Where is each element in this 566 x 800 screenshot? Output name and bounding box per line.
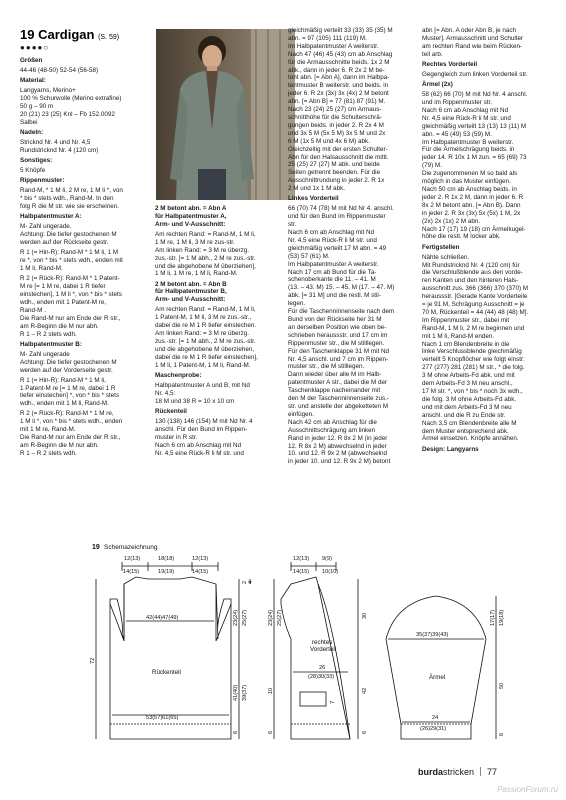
front-dim-shoulder: 12(13) [293,556,310,562]
col4-para-6: Nähte schließen. Mit Rundstricknd Nr. 4 (120 cm) für die Verschlußblende aus den vorde- ren Kanten und den hinteren Hals- ausschnitt zus. 366 (366) 370 (370) M heraussstr. [Gerade Kante Vorderteile = je 91 M, Schrägung Ausschnitt = je 70 M, Rückenteil = 44 (44) 48 (48) M]. Im Rippenmuster str., dabei mit Rand-M, 1 M li, 2 M re beginnen und mit 1 M li, Rand-M enden. Nach 1 cm Blendenbreite in die linke Verschlussblende gleichmäßig verteilt 5 Knopflöcher wie folgt einstr: 277 (277) 281 (281) M str., * die folg. 3 M ohne Arbeits-Fd abk. und mit dem Arbeits-Fd 3 M neu anschl., 17 M str. *, von * bis * noch 3x wdh., die folg. 3 M ohne Arbeits-Fd abk. und mit dem Arbeits-Fd 3 M neu anschl. und die R zu Ende str. Nach 3,5 cm Blendenbreite alle M dem Muster entsprechend abk. Ärmel einsetzen. Knöpfe annähen. [422,253,529,443]
col3-para-1: Linkes Vorderteil [288,195,339,203]
pattern-name: Cardigan [38,27,95,42]
front-dim-arm-1: 23(24) [268,609,274,626]
back-dim-shoulder-left: 12(13) [124,556,141,562]
front-dim-rib-2: 6 [362,730,368,734]
schematic-number: 19 [92,544,100,551]
difficulty-dot-filled-icon: ● [37,43,44,52]
footer-divider [480,767,481,776]
back-dim-arm-1: 23(24) [233,609,239,626]
sleeve-dim-bottom-2: (26)29(31) [420,726,447,732]
front-dim-width-2: (28)30(33) [308,674,335,680]
col4-para-5: Fertigstellen [422,243,460,251]
col1-para-1: 44-46 (48-50) 52-54 (56-58) [20,67,99,75]
model-photo [156,29,295,200]
col2-para-3: Am rechten Rand: = Rand-M, 1 M li, 1 Patent-M, 1 M li, 3 M re zus.-str., dabei die re M 1 R tiefer einstechen. Am linken Rand: = 3 M re überzg. zus.-str. [= 1 M abh., 2 M re zus.-str. und die abgehobene M überziehen, dabei die re M 1 R tiefer einstechen], 1 M li, 1 Patent-M, 1 M li, Rand-M. [155,306,258,369]
pattern-page-ref: (S. 59) [98,34,120,41]
back-piece [96,562,250,739]
back-dim-width-bottom: 53(57)61(65) [146,715,179,721]
col2-para-4: Maschenprobe: [155,371,202,379]
difficulty-dot-filled-icon: ● [20,43,26,52]
col3-para-2: 66 (70) 74 (78) M mit Nd Nr 4. anschl. und für den Bund im Rippenmuster str. Nach 6 cm ab Anschlag mit Nd Nr. 4,5 eine Rück-R li M str. und gleichmäßig verteilt 17 M abn. = 49 (53) 57 (61) M. Im Halbpatentmuster A weiterstr. Nach 17 cm ab Bund für die Ta- schenoberkante die 11. – 41. M (13. – 43. M) 15. – 45. M (17. – 47. M) abk. [= 31 M] und die restl. M stil- legen. Für die Taschenninnenseite nach dem Bund von der Rückseite her 31 M an derselben Position wie oben be- schrieben heraussstr. und 17 cm im Rippenmuster str., die M stilllegen. Für den Taschenklappe 31 M mit Nd Nr. 4,5 anschl. und 7 cm im Rippen- muster str., die M stilllegen. Dann wieder über alle M im Halb- patentmuster A str., dabei die M der Taschenklappe nacheinander mit den M der Taschenninnenseite zus.- str. und anstelle der abgeketteten M einfügen. Nach 42 cm ab Anschlag für die Ausschnittschrägung am linken Rand in jeder 12. R 8x 2 M (in jeder 12. R 8x 2 M) abwechselnd in jeder 10. und 12. R 9x 2 M (abwechselnd in jeder 10. und 12. R 9x 2 M) betont [288,205,395,466]
back-dim-neck: 18(18) [158,556,175,562]
sleeve-finishing-column [422,27,554,456]
sleeve-piece [386,596,496,739]
col1-para-9: Rand-M, * 1 M li, 2 M re, 1 M li *, von * bis * stets wdh., Rand-M. In den folg R die M str. wie sie erscheinen. [20,187,123,211]
sleeve-dim-bottom: 24 [432,715,439,721]
front-dim-shoulder-2: 14(15) [293,569,310,575]
col1-para-12: R 1 (= Hin-R): Rand-M * 1 M li, 1 M re *, von * bis * stets wdh., enden mit 1 M li, Rand-M. [20,249,123,273]
col1-para-15: M- Zahl ungerade Achtung: Die tiefer gestochenen M werden auf der Vorderseite gestr. [20,350,117,374]
difficulty-rating [20,43,49,52]
front-dim-width: 26 [319,665,326,671]
col4-para-4: 58 (62) 66 (70) M mit Nd Nr. 4 anschl. und im Rippenmuster str. Nach 6 cm ab Anschlag mit Nd Nr. 4,5 eine Rück-R li M str. und gleichmäßig verteilt 13 (13) 13 (11) M abn. = 45 (49) 53 (59) M. Im Halbpatentmuster B weiterstr. Für die Ärmelschrägung beids. in jeder 14. R 10x 1 M zun. = 65 (69) 73 (79) M. Die zugenommenen M so bald als möglich in das Muster einfügen. Nach 50 cm ab Anschlag beids. in jeder 2. R 1x 2 M, dann in jeder 6. R 8x 2 M betont abn. [= Abn B). Dann in jeder 2. R 3x (3x) 5x (5x) 1 M, 2x (2x) 2x (1x) 2 M abn. Nach 17 (17) 19 (18) cm Ärmelkugel- höhe die restl. M locker abk. [422,91,528,241]
difficulty-dot-filled-icon: ● [25,43,32,52]
col1-para-5: Stricknd Nr. 4 und Nr. 4,5 Rundstricknd Nr. 4 (120 cm) [20,139,99,154]
col1-para-7: 5 Knöpfe [20,167,46,175]
front-dim-rib: 6 [268,730,274,734]
back-dim-neck-2: 19(19) [158,569,175,575]
schematic-drawing [86,544,556,754]
col3-para-0: gleichmäßig verteilt 33 (33) 35 (35) M abn. = 97 (105) 111 (119) M. Im Halbpatentmuster A weiterstr. Nach 47 (46) 45 (43) cm ab Anschlag für die Armausschnitte beids. 1x 2 M abk., dann in jeder 6. R 2x 2 M be- tont abn. [= Abn A], dann im Halbpa- tentmuster B weiterstr. und beids. in jeder 6. R 2x (3x) 3x (4x) 2 M betont abn. [= Abn B] = 77 (81) 87 (91) M. Nach 23 (24) 25 (27) cm Armaus- schnitthöhe für die Schulterschrä- gungen beids. in jeder 2. R 2x 4 M und 3x 5 M (5x 5 M) 3x 5 M und 2x 6 M (1x 5 M und 4x 6 M) abk. Gleichzeitig mit der ersten Schulter- Abn für den Halsausschnitt die mittl. 25 (25) 27 (27) M abk. und beide Seiten getrennt beenden. Für die Ausschnittrundung in jeder 2. R 1x 2 M und 1x 1 M abk. [288,27,393,193]
sleeve-dim-top: 35(37)39(43) [416,632,449,638]
col1-para-6: Sonstiges: [20,157,53,165]
col1-para-11: M- Zahl ungerade. Achtung: Die tiefer gestochenen M werden auf der Rückseite gestr. [20,223,117,247]
col1-para-13: R 2 (= Rück-R): Rand-M * 1 Patent- M re [= 1 M re, dabei 1 R tiefer einstechen], 1 M li *, von * bis * stets wdh., enden mit 1 Patent-M re, Rand-M . Die Rand-M nur am Ende der R str., am R-Beginn die M nur abh. R 1 – R 2 stets wdh. [20,275,122,338]
materials-column [20,57,150,460]
col4-para-7: Design: Langyarns [422,445,479,453]
col1-para-17: R 2 (= Rück-R): Rand-M * 1 M re, 1 M li *, von * bis * stets wdh., enden mit 1 M re, Rand-M. Die Rand-M nur am Ende der R str., am R-Beginn die M nur abh. R 1 – R 2 stets wdh. [20,410,123,457]
col2-para-2: 2 M betont abn. = Abn B für Halbpatentmuster B, Arm- und V-Ausschnitt: [155,280,227,304]
front-dim-pocket: 10 [268,687,274,694]
page-number: 77 [487,767,498,777]
col1-para-14: Halbpatentmuster B: [20,340,82,348]
front-label-2: Vorderteil [310,646,337,653]
back-dim-width-top: 42(44)47(49) [146,615,179,621]
back-dim-neck-height: 2 [242,580,248,584]
col1-para-3: Langyarns, Merino+ 100 % Schurwolle (Merino extrafine) 50 g – 90 m 20 (21) 23 (25) Knl – Fb 152.0092 Salbei [20,87,122,126]
schematic-title: Schemazeichnung [104,544,158,551]
sleeve-dim-rib: 6 [499,732,505,736]
col1-para-2: Material: [20,77,46,85]
front-dim-neck-2: 10(10) [322,569,339,575]
back-dim-neck-height-2: 4 [248,580,254,584]
col2-para-7: 130 (138) 146 (154) M mit Nd Nr. 4 anschl. Für den Bund im Rippen- muster in R str. Nach 6 cm ab Anschlag mit Nd Nr. 4,5 eine Rück-R li M str. und [155,417,253,457]
col1-para-16: R 1 (= Hin-R): Rand-M * 1 M li, 1 Patent-M re [= 1 M re, dabei 1 R tiefer einstechen] *, von * bis * stets wdh., enden mit 1 M li, Rand-M. [20,376,120,408]
back-label: Rückenteil [152,669,181,676]
decreases-column [155,205,295,460]
sleeve-label: Ärmel [429,674,446,681]
col1-para-4: Nadeln: [20,129,44,136]
sleeve-dim-cap-2: 19(18) [499,609,505,626]
difficulty-dot-empty-icon: ○ [43,43,50,52]
back-front-column [288,27,418,468]
back-dim-shoulder-left-2: 14(15) [123,569,140,575]
back-dim-rib: 6 [233,730,239,734]
pattern-number: 19 [20,27,35,42]
footer-section: stricken [443,767,475,777]
watermark: PassionForum.ru [497,785,558,794]
sleeve-dim-body: 50 [499,682,505,689]
back-dim-shoulder-right: 12(13) [192,556,209,562]
back-dim-side-2: 39(37) [242,684,248,701]
back-dim-arm-2: 25(27) [242,609,248,626]
col4-para-2: Gegengleich zum linken Vorderteil str. [422,70,528,78]
sleeve-dim-cap-1: 17(17) [490,609,496,626]
front-dim-side: 42 [362,687,368,694]
col1-para-10: Halbpatentmuster A: [20,213,82,221]
front-dim-neck-height: 30 [362,612,368,619]
col2-para-6: Rückenteil [155,407,187,415]
pattern-title [20,27,119,42]
col4-para-1: Rechtes Vorderteil [422,60,478,68]
col4-para-3: Ärmel (2x) [422,81,453,88]
front-dim-neck: 9(9) [322,556,332,562]
front-dim-arm-2: 25(27) [277,609,283,626]
col2-para-1: Am rechten Rand: = Rand-M, 1 M li, 1 M re, 1 M li, 3 M re zus-str. Am linken Rand: = 3 M re überzg. zus.-str. [= 1 M abh., 2 M re zus.-str. und die abgehobene M überziehen], 1 M li, 1 M re, 1 M li, Rand-M. [155,230,256,278]
back-dim-shoulder-right-2: 14(15) [192,569,209,575]
front-dim-flap: 7 [330,700,336,704]
col2-para-5: Halbpatentmuster A und B, mit Nd Nr. 4,5: 18 M und 38 R = 10 x 10 cm [155,381,250,405]
footer-brand: burda [418,767,444,777]
back-dim-total-height: 72 [90,657,96,664]
col1-para-8: Rippenmuster: [20,177,65,185]
col1-para-0: Größen [20,57,43,64]
col4-para-0: abn [= Abn. A oder Abn B, je nach Muster]. Armausschnitt und Schulter am rechten Rand wie beim Rücken- teil arb. [422,27,524,58]
back-dim-side-1: 41(40) [233,684,239,701]
difficulty-dot-filled-icon: ● [31,43,38,52]
page-footer [418,767,497,777]
front-label-1: rechtes [312,639,333,646]
col2-para-0: 2 M betont abn. = Abn A für Halbpatentmuster A, Arm- und V-Ausschnitt: [155,205,227,228]
